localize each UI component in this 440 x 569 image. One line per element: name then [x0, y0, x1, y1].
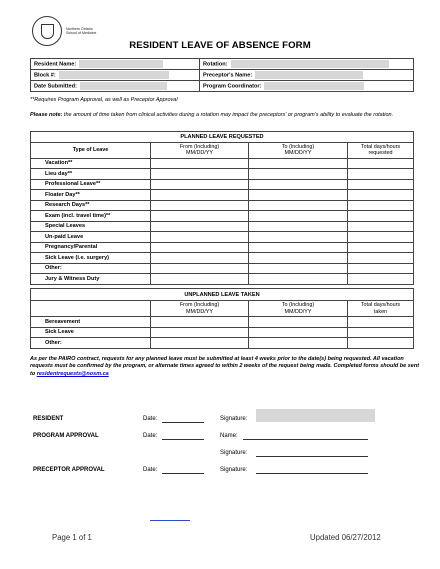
program-coordinator-label: Program Coordinator: [203, 83, 262, 90]
page-title: RESIDENT LEAVE OF ABSENCE FORM [129, 40, 311, 51]
leave-type-label: Research Days** [31, 200, 151, 211]
col-from-line-1: From (Including) [179, 302, 220, 308]
resident-date-line[interactable] [162, 422, 204, 423]
unplanned-leave-table [30, 288, 414, 349]
to-date-input[interactable] [249, 190, 348, 201]
leave-type-label: Lieu day** [31, 169, 151, 180]
table-row [31, 253, 414, 264]
table-row [31, 211, 414, 222]
col-from [151, 301, 249, 317]
total-input[interactable] [348, 158, 414, 169]
table-row [31, 179, 414, 190]
total-input[interactable] [348, 317, 414, 328]
leave-type-label: Special Leaves [31, 221, 151, 232]
logo-text [66, 27, 96, 36]
please-note [30, 112, 420, 119]
table-row [31, 274, 414, 285]
table-row [31, 338, 414, 349]
block-cell[interactable] [31, 70, 200, 81]
total-input[interactable] [348, 263, 414, 274]
from-date-input[interactable] [151, 263, 249, 274]
total-input[interactable] [348, 221, 414, 232]
rotation-cell[interactable] [200, 59, 414, 70]
total-input[interactable] [348, 169, 414, 180]
program-name-label: Name: [220, 433, 238, 439]
col-from-line-2: MM/DD/YY [186, 308, 213, 315]
preceptor-approval-label: PRECEPTOR APPROVAL [33, 467, 105, 473]
program-approval-label: PROGRAM APPROVAL [33, 433, 99, 439]
preceptor-name-cell[interactable] [200, 70, 414, 81]
col-to-line-2: MM/DD/YY [284, 150, 312, 156]
from-date-input[interactable] [151, 221, 249, 232]
from-date-input[interactable] [151, 253, 249, 264]
preceptor-name-label: Preceptor's Name: [203, 72, 253, 79]
col-to-line-2: MM/DD/YY [284, 308, 312, 315]
to-date-input[interactable] [249, 274, 348, 285]
page-number: Page 1 of 1 [52, 533, 92, 542]
to-date-input[interactable] [249, 253, 348, 264]
email-link[interactable]: residentrequests@nosm.ca [36, 370, 109, 377]
total-input[interactable] [348, 179, 414, 190]
col-to-line-1: To (Including) [281, 302, 315, 308]
preceptor-date-label: Date: [143, 467, 158, 473]
to-date-input[interactable] [249, 211, 348, 222]
approval-note: **Requires Program Approval, as well as Preceptor Approval [30, 97, 178, 103]
table-row [31, 317, 414, 328]
from-date-input[interactable] [151, 190, 249, 201]
col-total-line-1: Total days/hours [360, 143, 401, 150]
updated-date: Updated 06/27/2012 [310, 533, 381, 542]
table-row [31, 169, 414, 180]
resident-name-cell[interactable] [31, 59, 200, 70]
table-row [31, 190, 414, 201]
total-input[interactable] [348, 253, 414, 264]
table-row [31, 232, 414, 243]
col-from [151, 142, 249, 158]
col-type-blank [31, 301, 151, 317]
col-to-line-1: To (Including) [281, 143, 315, 150]
block-label: Block #: [34, 72, 56, 79]
to-date-input[interactable] [249, 242, 348, 253]
leave-type-label: Other: [31, 338, 151, 349]
preceptor-signature-line[interactable] [256, 473, 368, 474]
leave-type-label: Vacation** [31, 158, 151, 169]
leave-type-label: Floater Day** [31, 190, 151, 201]
to-date-input[interactable] [249, 263, 348, 274]
program-name-line[interactable] [243, 439, 368, 440]
from-date-input[interactable] [151, 211, 249, 222]
to-date-input[interactable] [249, 179, 348, 190]
leave-type-label: Bereavement [31, 317, 151, 328]
program-date-label: Date: [143, 433, 158, 439]
please-note-text: the amount of time taken from clinical activities during a rotation may impact the preceptors' or program's ability to evaluate the rotation. [62, 112, 394, 118]
to-date-input[interactable] [249, 158, 348, 169]
unplanned-leave-heading: UNPLANNED LEAVE TAKEN [31, 289, 414, 301]
total-input[interactable] [348, 200, 414, 211]
resident-name-label: Resident Name: [34, 61, 77, 68]
from-date-input[interactable] [151, 200, 249, 211]
table-row [31, 263, 414, 274]
col-from-line-1: From (Including) [179, 143, 220, 150]
from-date-input[interactable] [151, 317, 249, 328]
date-submitted-cell[interactable] [31, 81, 200, 92]
col-type-of-leave: Type of Leave [31, 142, 151, 158]
leave-type-label: Exam (incl. travel time)** [31, 211, 151, 222]
total-input[interactable] [348, 190, 414, 201]
leave-type-label: Jury & Witness Duty [31, 274, 151, 285]
to-date-input[interactable] [249, 169, 348, 180]
col-total-line-2: taken [373, 308, 388, 315]
total-input[interactable] [348, 327, 414, 338]
table-row [31, 221, 414, 232]
resident-name-field[interactable] [79, 60, 163, 68]
planned-leave-table [30, 131, 414, 285]
from-date-input[interactable] [151, 179, 249, 190]
col-total [348, 301, 414, 317]
resident-label: RESIDENT [33, 416, 64, 422]
from-date-input[interactable] [151, 232, 249, 243]
to-date-input[interactable] [249, 221, 348, 232]
table-row [31, 327, 414, 338]
from-date-input[interactable] [151, 338, 249, 349]
info-table [30, 58, 414, 92]
preceptor-date-line[interactable] [162, 473, 204, 474]
leave-type-label: Un-paid Leave [31, 232, 151, 243]
date-submitted-field[interactable] [80, 82, 167, 90]
total-input[interactable] [348, 242, 414, 253]
leave-type-label: Sick Leave (i.e. surgery) [31, 253, 151, 264]
block-field[interactable] [59, 71, 169, 79]
table-row [31, 242, 414, 253]
col-to [249, 142, 348, 158]
from-date-input[interactable] [151, 242, 249, 253]
table-row [31, 200, 414, 211]
logo-text-line-2: School of Medicine [66, 31, 97, 36]
total-input[interactable] [348, 338, 414, 349]
col-total-line-1: Total days/hours [360, 302, 401, 308]
date-submitted-label: Date Submitted: [34, 83, 77, 90]
program-signature-line[interactable] [256, 456, 368, 457]
col-from-line-2: MM/DD/YY [186, 150, 213, 156]
from-date-input[interactable] [151, 169, 249, 180]
resident-signature-label: Signature: [220, 416, 248, 422]
rotation-field[interactable] [231, 60, 389, 68]
from-date-input[interactable] [151, 158, 249, 169]
leave-type-label: Pregnancy/Parental [31, 242, 151, 253]
logo-text-line-1: Northern Ontario [66, 27, 93, 31]
from-date-input[interactable] [151, 327, 249, 338]
program-coordinator-field[interactable] [264, 82, 364, 90]
contract-note [30, 356, 422, 378]
to-date-input[interactable] [249, 327, 348, 338]
rotation-label: Rotation: [203, 61, 228, 68]
col-total [348, 142, 414, 158]
preceptor-name-field[interactable] [255, 71, 363, 79]
planned-leave-heading: PLANNED LEAVE REQUESTED [31, 132, 414, 143]
leave-type-label: Sick Leave [31, 327, 151, 338]
total-input[interactable] [348, 274, 414, 285]
total-input[interactable] [348, 232, 414, 243]
table-row [31, 158, 414, 169]
please-note-label: Please note: [30, 112, 63, 118]
col-to [249, 301, 348, 317]
total-input[interactable] [348, 211, 414, 222]
col-total-line-2: requested [368, 150, 393, 156]
from-date-input[interactable] [151, 274, 249, 285]
blue-rule [150, 520, 190, 521]
to-date-input[interactable] [249, 232, 348, 243]
leave-type-label: Other: [31, 263, 151, 274]
to-date-input[interactable] [249, 317, 348, 328]
resident-date-label: Date: [143, 416, 158, 422]
contract-text: As per the PAIRO contract, requests for any planned leave must be submitted at least 4 weeks prior to the date(s) being requested. All vacation requests must be confirmed by the program, or alternate times agreed to within 2 weeks of the request being made. Completed forms should be sent to [30, 356, 420, 377]
program-signature-label: Signature: [220, 450, 248, 456]
program-coordinator-cell[interactable] [200, 81, 414, 92]
program-date-line[interactable] [162, 439, 204, 440]
to-date-input[interactable] [249, 338, 348, 349]
preceptor-signature-label: Signature: [220, 467, 248, 473]
resident-signature-field[interactable] [256, 409, 375, 422]
leave-type-label: Professional Leave** [31, 179, 151, 190]
to-date-input[interactable] [249, 200, 348, 211]
